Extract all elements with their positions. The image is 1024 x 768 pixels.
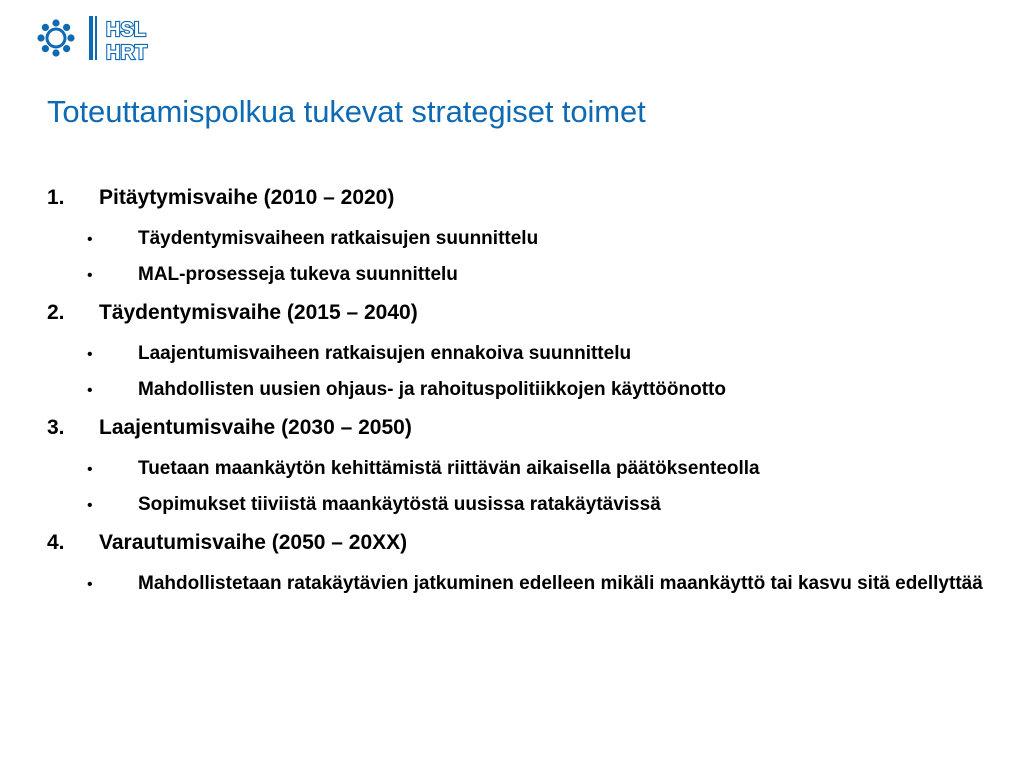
- bullet-text: Tuetaan maankäytön kehittämistä riittävän aikaisella päätöksenteolla: [138, 458, 760, 479]
- phase-label: Laajentumisvaihe (2030 – 2050): [99, 416, 412, 439]
- phase-number: 4.: [47, 531, 65, 554]
- bullet-icon: •: [87, 576, 93, 593]
- phase-4: [47, 531, 407, 555]
- list-item: [87, 494, 661, 516]
- list-item: [87, 458, 760, 480]
- bullet-icon: •: [87, 461, 93, 478]
- list-item: [87, 228, 538, 250]
- hsl-logo: [34, 14, 164, 64]
- phase-number: 1.: [47, 186, 65, 209]
- phase-number: 2.: [47, 301, 65, 324]
- bullet-text: MAL-prosesseja tukeva suunnittelu: [138, 264, 458, 285]
- bullet-icon: •: [87, 382, 93, 399]
- bullet-icon: •: [87, 497, 93, 514]
- bullet-text: Mahdollistetaan ratakäytävien jatkuminen edelleen mikäli maankäyttö tai kasvu sitä edellyttää: [138, 573, 983, 594]
- bullet-text: Täydentymisvaiheen ratkaisujen suunnittelu: [138, 228, 539, 249]
- phase-2: [47, 301, 418, 325]
- hsl-gear-icon: [47, 29, 65, 47]
- phase-number: 3.: [47, 416, 65, 439]
- phase-label: Varautumisvaihe (2050 – 20XX): [99, 531, 408, 554]
- bullet-text: Laajentumisvaiheen ratkaisujen ennakoiva suunnittelu: [138, 343, 632, 364]
- logo-text-hsl: HSL: [106, 19, 146, 41]
- bullet-text: Mahdollisten uusien ohjaus- ja rahoituspolitiikkojen käyttöönotto: [138, 379, 726, 400]
- list-item: [87, 264, 458, 286]
- logo-text-hrt: HRT: [106, 42, 148, 64]
- phase-3: [47, 416, 412, 440]
- bullet-icon: •: [87, 231, 93, 248]
- list-item: [87, 379, 726, 401]
- phase-label: Täydentymisvaihe (2015 – 2040): [99, 301, 418, 324]
- list-item: [87, 570, 997, 599]
- list-item: [87, 343, 631, 365]
- bullet-text: Sopimukset tiiviistä maankäytöstä uusissa ratakäytävissä: [138, 494, 661, 515]
- phase-label: Pitäytymisvaihe (2010 – 2020): [99, 186, 395, 209]
- slide-title: Toteuttamispolkua tukevat strategiset toimet: [47, 94, 646, 129]
- bullet-icon: •: [87, 267, 93, 284]
- bullet-icon: •: [87, 346, 93, 363]
- phase-1: [47, 186, 394, 210]
